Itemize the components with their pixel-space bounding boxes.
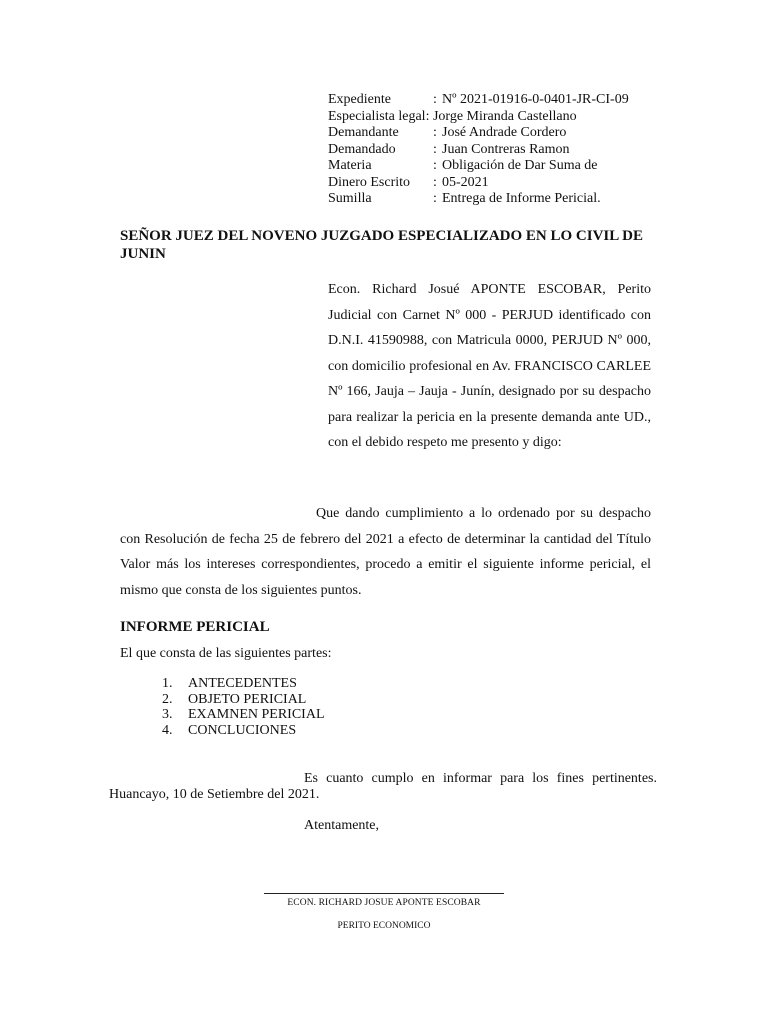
header-separator: : [433, 125, 437, 140]
closing-word: Es [304, 771, 318, 786]
signatory-role: PERITO ECONOMICO [337, 921, 431, 931]
header-row-demandante [328, 125, 629, 142]
section-intro: El que consta de las siguientes partes: [120, 646, 332, 661]
parts-list [162, 676, 325, 738]
header-label: Especialista legal: [328, 108, 430, 124]
closing-word: los [532, 771, 549, 786]
addressee-heading: SEÑOR JUEZ DEL NOVENO JUZGADO ESPECIALIZADO EN LO CIVIL DE JUNIN [120, 228, 644, 262]
list-item-number: 2. [162, 691, 173, 707]
closing-word: en [421, 771, 435, 786]
closing-word: cumplo [371, 771, 414, 786]
header-label: Demandado [328, 141, 396, 157]
header-separator: : [433, 141, 437, 157]
list-item [162, 692, 325, 708]
header-label: Sumilla [328, 191, 372, 206]
header-row-especialista [328, 109, 629, 126]
header-value: Jorge Miranda Castellano [432, 108, 577, 124]
closing-line [109, 771, 657, 787]
header-value: José Andrade Cordero [442, 125, 567, 140]
header-row-expediente [328, 92, 629, 109]
header-value: Nº 2021-01916-0-0401-JR-CI-09 [442, 92, 629, 107]
header-value: 05-2021 [442, 174, 489, 190]
header-separator: : [433, 191, 437, 206]
place-date: Huancayo, 10 de Setiembre del 2021. [109, 787, 320, 802]
header-separator: : [433, 92, 437, 107]
header-separator: : [433, 158, 437, 173]
closing-word: cuanto [326, 771, 364, 786]
closing-word: para [500, 771, 525, 786]
closing-paragraph [109, 771, 657, 803]
header-especialista-cell [328, 109, 629, 126]
case-header [328, 92, 629, 208]
signature-line [264, 893, 504, 894]
body-paragraph-text: Que dando cumplimiento a lo ordenado por su despacho con Resolución de fecha 25 de febrero del 2021 a efecto de determinar la cantidad del Título Valor más los intereses correspondientes, procedo a emitir el siguiente informe pericial, el mismo que consta de los siguientes puntos. [120, 506, 651, 598]
intro-paragraph: Econ. Richard Josué APONTE ESCOBAR, Perito Judicial con Carnet Nº 000 - PERJUD identificado con D.N.I. 41590988, con Matricula 0000, PERJUD Nº 000, con domicilio profesional en Av. FRANCISCO CARLEE Nº 166, Jauja – Jauja - Junín, designado por su despacho para realizar la pericia en la presente demanda ante UD., con el debido respeto me presento y digo: [328, 282, 651, 450]
header-label: Materia [328, 158, 372, 173]
regards: Atentamente, [304, 818, 380, 833]
header-row-materia [328, 158, 629, 175]
header-label: Expediente [328, 92, 391, 107]
list-item-number: 3. [162, 707, 173, 722]
signatory-name: ECON. RICHARD JOSUE APONTE ESCOBAR [287, 898, 481, 908]
list-item [162, 723, 325, 739]
header-row-demandado [328, 142, 629, 159]
list-item [162, 707, 325, 723]
header-label: Demandante [328, 125, 399, 140]
list-item-number: 1. [162, 676, 173, 691]
header-row-sumilla [328, 191, 629, 208]
list-item-text: CONCLUCIONES [188, 722, 297, 738]
header-row-escrito [328, 175, 629, 192]
closing-word: fines [556, 771, 584, 786]
list-item [162, 676, 325, 692]
list-item-text: OBJETO PERICIAL [188, 691, 307, 707]
header-value: Entrega de Informe Pericial. [442, 191, 601, 206]
section-title: INFORME PERICIAL [120, 619, 270, 635]
header-label: Dinero Escrito [328, 174, 411, 190]
closing-word: informar [442, 771, 492, 786]
header-value: Juan Contreras Ramon [442, 141, 570, 157]
header-separator: : [433, 174, 437, 190]
body-paragraph [120, 501, 651, 603]
list-item-text: EXAMNEN PERICIAL [188, 707, 325, 722]
list-item-number: 4. [162, 722, 173, 738]
list-item-text: ANTECEDENTES [188, 676, 297, 691]
header-value: Obligación de Dar Suma de [442, 158, 598, 173]
closing-word: pertinentes. [592, 771, 657, 786]
